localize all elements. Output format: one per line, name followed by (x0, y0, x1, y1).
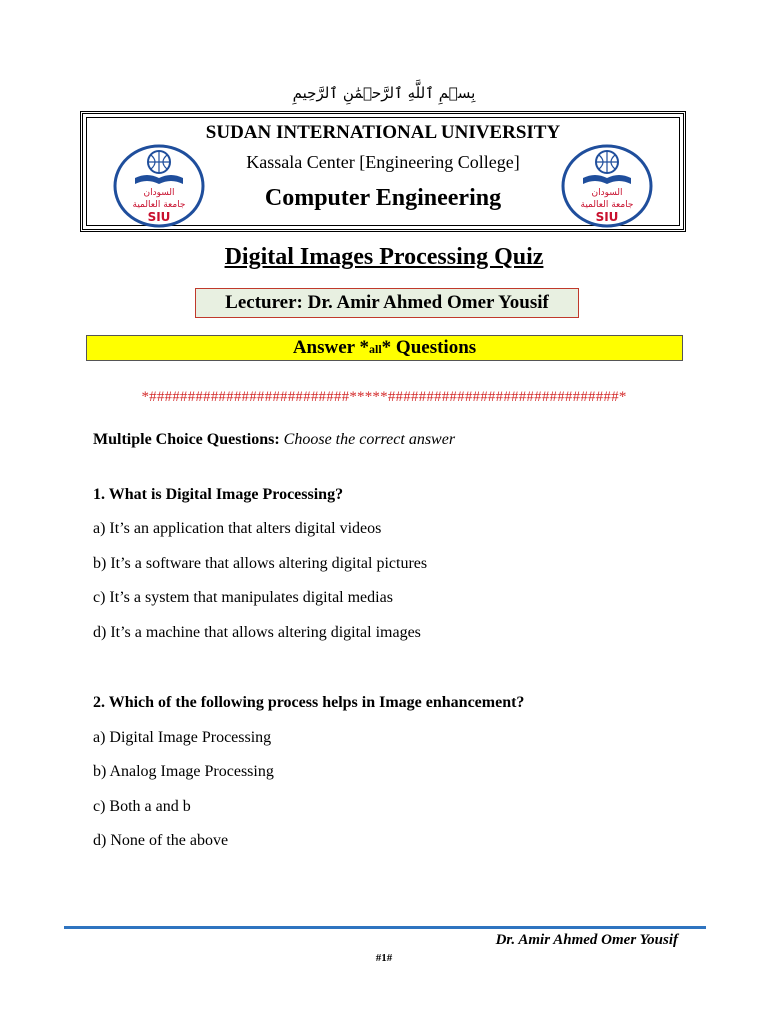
logo-top-text: السودان (143, 188, 175, 198)
question-2-option-a: a) Digital Image Processing (93, 729, 272, 746)
center-name: Kassala Center [Engineering College] (246, 152, 520, 172)
lecturer-box: Lecturer: Dr. Amir Ahmed Omer Yousif (195, 288, 579, 318)
department-name: Computer Engineering (264, 185, 502, 211)
question-2-option-b: b) Analog Image Processing (93, 763, 274, 780)
footer-divider (64, 926, 706, 929)
section-instruction: Choose the correct answer (283, 431, 456, 448)
quiz-title: Digital Images Processing Quiz (224, 244, 544, 270)
logo-abbr: SIU (595, 210, 619, 224)
bismillah-calligraphy: بِسۡمِ ٱللَّهِ ٱلرَّحۡمَٰنِ ٱلرَّحِيمِ (292, 84, 476, 102)
question-2: 2. Which of the following process helps in Image enhancement? (93, 694, 525, 711)
footer-author: Dr. Amir Ahmed Omer Yousif (495, 932, 678, 948)
question-1-option-b: b) It’s a software that allows altering digital pictures (93, 555, 428, 572)
hash-divider: *##########################*****##############################* (141, 389, 627, 405)
question-1-option-a: a) It’s an application that alters digital videos (93, 520, 382, 537)
question-1: 1. What is Digital Image Processing? (93, 486, 344, 503)
answer-all-word: all (369, 342, 382, 356)
answer-all-banner (86, 335, 683, 361)
siu-logo-left (111, 140, 207, 230)
logo-top-text: السودان (591, 188, 623, 198)
siu-logo-right (559, 140, 655, 230)
header-inner-frame (86, 117, 680, 226)
section-label: Multiple Choice Questions: (93, 431, 280, 448)
university-name: SUDAN INTERNATIONAL UNIVERSITY (205, 122, 561, 143)
question-2-option-d: d) None of the above (93, 832, 229, 849)
logo-abbr: SIU (147, 210, 171, 224)
page-number: #1# (375, 952, 393, 964)
question-1-option-c: c) It’s a system that manipulates digital medias (93, 589, 393, 606)
logo-bottom-text: جامعة العالمية (132, 200, 186, 210)
answer-suffix: * Questions (381, 337, 477, 358)
question-2-option-c: c) Both a and b (93, 798, 191, 815)
section-heading (93, 431, 455, 449)
question-1-option-d: d) It’s a machine that allows altering digital images (93, 624, 421, 641)
logo-bottom-text: جامعة العالمية (580, 200, 634, 210)
university-header (80, 111, 686, 232)
answer-prefix: Answer * (292, 337, 369, 358)
